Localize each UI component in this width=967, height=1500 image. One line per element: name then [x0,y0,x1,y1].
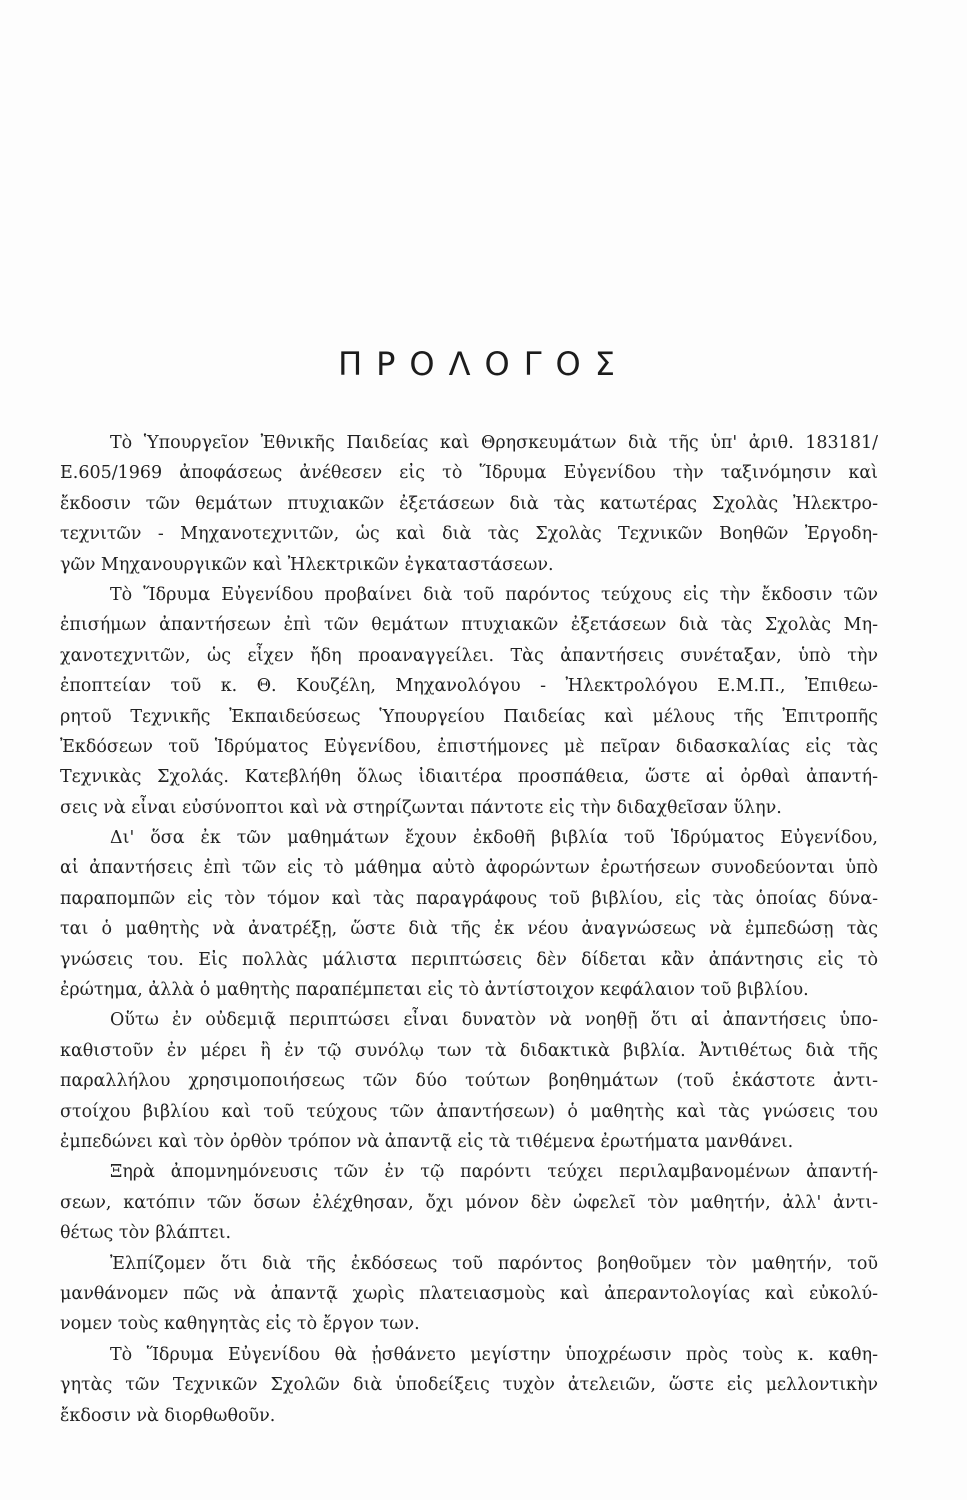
text-line: ἐποπτείαν τοῦ κ. Θ. Κουζέλη, Μηχανολόγου - Ἠλεκτρολόγου Ε.Μ.Π., Ἐπιθεω- [60,676,878,697]
text-line: σεων, κατόπιν τῶν ὅσων ἐλέχθησαν, ὄχι μόνον δὲν ὠφελεῖ τὸν μαθητήν, ἀλλ' ἀντι- [60,1192,878,1213]
text-line: Δι' ὅσα ἐκ τῶν μαθημάτων ἔχουν ἐκδοθῆ βιβλία τοῦ Ἱδρύματος Εὐγενίδου, [110,828,878,849]
prologue-body [60,428,878,1431]
text-line: σεις νὰ εἶναι εὐσύνοπτοι καὶ νὰ στηρίζωνται πάντοτε εἰς τὴν διδαχθεῖσαν ὕλην. [60,797,782,818]
text-line: γῶν Μηχανουργικῶν καὶ Ἠλεκτρικῶν ἐγκαταστάσεων. [60,554,554,575]
text-line: Ἐλπίζομεν ὅτι διὰ τῆς ἐκδόσεως τοῦ παρόντος βοηθοῦμεν τὸν μαθητήν, τοῦ [110,1253,878,1274]
text-line: μανθάνομεν πῶς νὰ ἀπαντᾷ χωρὶς πλατειασμοὺς καὶ ἀπεραντολογίας καὶ εὐκολύ- [60,1283,878,1304]
text-line: καθιστοῦν ἐν μέρει ἢ ἐν τῷ συνόλῳ των τὰ διδακτικὰ βιβλία. Ἀντιθέτως διὰ τῆς [60,1040,878,1061]
text-line: θέτως τὸν βλάπτει. [60,1223,232,1244]
text-line: Ἐκδόσεων τοῦ Ἱδρύματος Εὐγενίδου, ἐπιστήμονες μὲ πεῖραν διδασκαλίας εἰς τὰς [60,736,878,757]
text-line: ἔκδοσιν νὰ διορθωθοῦν. [60,1405,276,1426]
text-line: Τὸ Ὑπουργεῖον Ἐθνικῆς Παιδείας καὶ Θρησκευμάτων διὰ τῆς ὑπ' ἀριθ. 183181/ [110,433,878,453]
text-line: Τὸ Ἵδρυμα Εὐγενίδου θὰ ᾐσθάνετο μεγίστην ὑποχρέωσιν πρὸς τοὺς κ. καθη- [110,1344,878,1365]
text-line: νομεν τοὺς καθηγητὰς εἰς τὸ ἔργον των. [60,1314,420,1335]
page-title: ΠΡΟΛΟΓΟΣ [338,345,629,383]
text-line: χανοτεχνιτῶν, ὡς εἶχεν ἤδη προαναγγείλει. Τὰς ἀπαντήσεις συνέταξαν, ὑπὸ τὴν [60,645,878,666]
text-line: Τὸ Ἵδρυμα Εὐγενίδου προβαίνει διὰ τοῦ παρόντος τεύχους εἰς τὴν ἔκδοσιν τῶν [110,584,878,605]
text-line: Ε.605/1969 ἀποφάσεως ἀνέθεσεν εἰς τὸ Ἵδρυμα Εὐγενίδου τὴν ταξινόμησιν καὶ [60,463,878,484]
text-line: αἱ ἀπαντήσεις ἐπὶ τῶν εἰς τὸ μάθημα αὐτὸ ἀφορώντων ἐρωτήσεων συνοδεύονται ὑπὸ [60,858,878,879]
text-line: ἔκδοσιν τῶν θεμάτων πτυχιακῶν ἐξετάσεων διὰ τὰς κατωτέρας Σχολὰς Ἠλεκτρο- [60,493,878,514]
text-line: ἐμπεδώνει καὶ τὸν ὀρθὸν τρόπον νὰ ἀπαντᾷ εἰς τὰ τιθέμενα ἐρωτήματα μανθάνει. [60,1131,794,1152]
text-line: ἐρώτημα, ἀλλὰ ὁ μαθητὴς παραπέμπεται εἰς τὸ ἀντίστοιχον κεφάλαιον τοῦ βιβλίου. [60,980,809,1001]
text-line: ἐπισήμων ἀπαντήσεων ἐπὶ τῶν θεμάτων πτυχιακῶν ἐξετάσεων διὰ τὰς Σχολὰς Μη- [60,615,878,636]
text-line: ρητοῦ Τεχνικῆς Ἐκπαιδεύσεως Ὑπουργείου Παιδείας καὶ μέλους τῆς Ἐπιτροπῆς [60,706,878,727]
text-line: παραλλήλου χρησιμοποιήσεως τῶν δύο τούτων βοηθημάτων (τοῦ ἑκάστοτε ἀντι- [60,1071,878,1092]
text-line: γνώσεις του. Εἰς πολλὰς μάλιστα περιπτώσεις δὲν δίδεται κἂν ἀπάντησις εἰς τὸ [60,949,878,970]
text-line: Ξηρὰ ἀπομνημόνευσις τῶν ἐν τῷ παρόντι τεύχει περιλαμβανομένων ἀπαντή- [110,1162,878,1183]
text-line: στοίχου βιβλίου καὶ τοῦ τεύχους τῶν ἀπαντήσεων) ὁ μαθητὴς καὶ τὰς γνώσεις του [60,1101,878,1122]
text-line: Οὕτω ἐν οὐδεμιᾷ περιπτώσει εἶναι δυνατὸν νὰ νοηθῇ ὅτι αἱ ἀπαντήσεις ὑπο- [110,1010,878,1031]
text-line: παραπομπῶν εἰς τὸν τόμον καὶ τὰς παραγράφους τοῦ βιβλίου, εἰς τὰς ὁποίας δύνα- [60,888,878,909]
text-line: γητὰς τῶν Τεχνικῶν Σχολῶν διὰ ὑποδείξεις τυχὸν ἀτελειῶν, ὥστε εἰς μελλοντικὴν [60,1375,878,1396]
text-line: τεχνιτῶν - Μηχανοτεχνιτῶν, ὡς καὶ διὰ τὰς Σχολὰς Τεχνικῶν Βοηθῶν Ἐργοδη- [60,524,878,545]
text-line: Τεχνικὰς Σχολάς. Κατεβλήθη ὅλως ἰδιαιτέρα προσπάθεια, ὥστε αἱ ὀρθαὶ ἀπαντή- [60,767,878,788]
text-line: ται ὁ μαθητὴς νὰ ἀνατρέξῃ, ὥστε διὰ τῆς ἐκ νέου ἀναγνώσεως νὰ ἐμπεδώσῃ τὰς [60,919,878,940]
